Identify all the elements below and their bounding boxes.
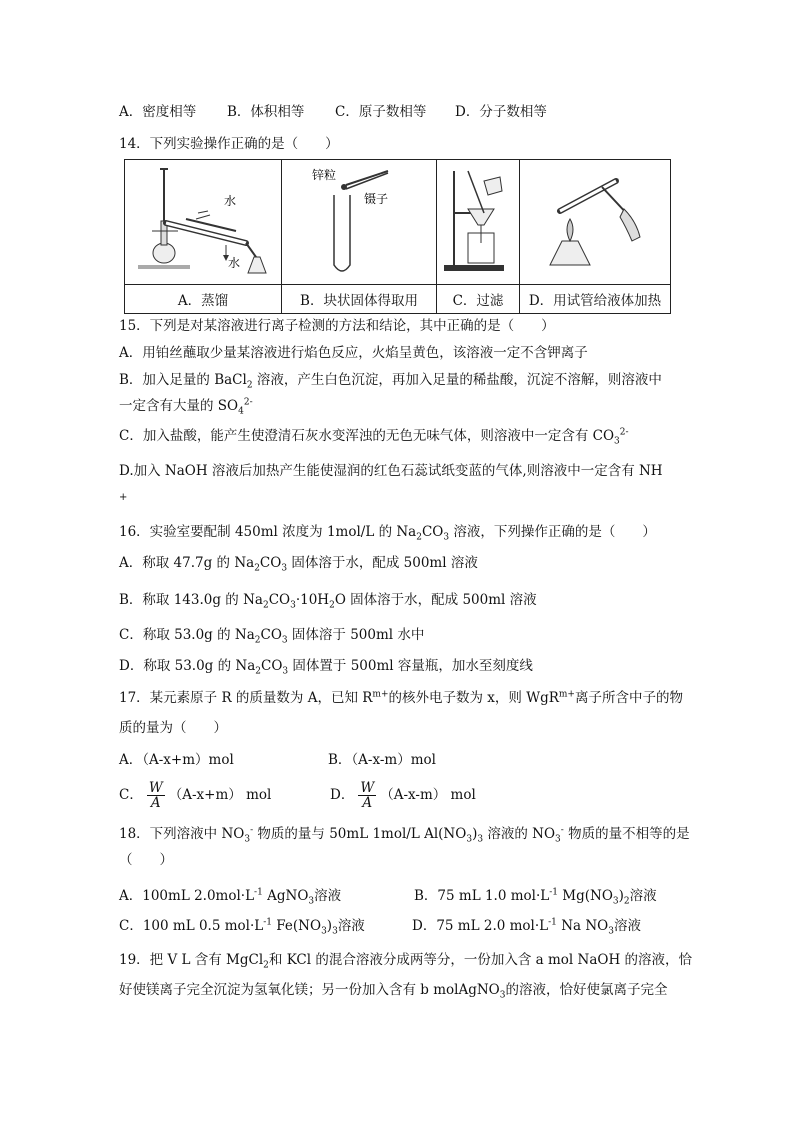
caption-filtration: C．过滤 bbox=[437, 285, 520, 314]
q18-stem-line2: （ ） bbox=[119, 852, 173, 868]
q17-option-b: B．（A-x-m）mol bbox=[328, 752, 436, 768]
q15-option-b-line2: 一定含有大量的 $SO_4^{2-}$ bbox=[119, 397, 253, 417]
q14-stem: 14．下列实验操作正确的是（ ） bbox=[119, 136, 339, 152]
q16-option-a: A．称取 47.7g 的 $Na_2CO_3$ 固体溶于水，配成 500ml 溶液 bbox=[119, 555, 478, 574]
zinc-label: 锌粒 bbox=[312, 168, 337, 182]
test-tube-tweezers-icon bbox=[284, 161, 434, 279]
q16-option-c: C．称取 53.0g 的 $Na_2CO_3$ 固体溶于 500ml 水中 bbox=[119, 627, 425, 646]
filtration-apparatus-icon bbox=[438, 161, 518, 279]
caption-solid-reagent: B．块状固体得取用 bbox=[282, 285, 437, 314]
filtration-figure bbox=[437, 160, 520, 285]
q19-line1: 19．把 V L 含有 MgCl$_2$和 KCl 的混合溶液分成两等分，一份加入含 a mol NaOH 的溶液，恰 bbox=[119, 952, 693, 971]
fraction-w-over-a: $\frac{W}{A}$ bbox=[360, 780, 375, 811]
q13-option-d: D．分子数相等 bbox=[455, 104, 547, 120]
q16-option-d: D．称取 53.0g 的 $Na_2CO_3$ 固体置于 500ml 容量瓶，加水至刻度线 bbox=[119, 658, 533, 677]
fraction-w-over-a: $\frac{W}{A}$ bbox=[148, 780, 163, 811]
q17-stem-line1: 17．某元素原子 R 的质量数为 A，已知 $R^{m+}$的核外电子数为 x，则 WgR$^{m+}$离子所含中子的物 bbox=[119, 689, 683, 706]
distillation-figure bbox=[125, 160, 282, 285]
q14-figure-table bbox=[124, 159, 671, 314]
caption-heating: D．用试管给液体加热 bbox=[520, 285, 671, 314]
q17-option-d: D． $\frac{W}{A}$ （A-x-m） mol bbox=[330, 780, 476, 811]
water-in-label: 水 bbox=[224, 194, 237, 208]
q15-option-b-line1: B．加入足量的 BaCl$_2$ 溶液，产生白色沉淀，再加入足量的稀盐酸，沉淀不溶解，则溶液中 bbox=[119, 372, 662, 391]
q16-stem: 16．实验室要配制 450ml 浓度为 1mol/L 的 $Na_2CO_3$ 溶液，下列操作正确的是（ ） bbox=[119, 524, 656, 543]
q13-option-a: A．密度相等 bbox=[119, 104, 197, 120]
q15-option-a: A．用铂丝蘸取少量某溶液进行焰色反应，火焰呈黄色，该溶液一定不含钾离子 bbox=[119, 345, 588, 361]
q17-stem-line2: 质的量为（ ） bbox=[119, 720, 227, 736]
q18-option-a: A．100mL $2.0mol\cdot L^{-1}$ AgNO$_3$溶液 bbox=[119, 887, 342, 907]
distillation-apparatus-icon bbox=[128, 161, 278, 279]
water-out-label: 水 bbox=[228, 256, 241, 270]
q18-option-d: D．75 mL 2.0 $mol\cdot L^{-1}$ Na $NO_3$溶液 bbox=[412, 917, 641, 937]
q15-option-d-line1: D.加入 NaOH 溶液后加热产生能使湿润的红色石蕊试纸变蓝的气体,则溶液中一定含有 NH bbox=[119, 463, 663, 479]
q18-stem-line1: 18．下列溶液中 $NO_3^-$ 物质的量与 50mL 1mol/L $Al(NO_3)_3$ 溶液的 $NO_3^-$ 物质的量不相等的是 bbox=[119, 825, 690, 845]
q13-options bbox=[119, 102, 547, 122]
q13-option-b: B．体积相等 bbox=[227, 104, 305, 120]
q16-option-b: B．称取 143.0g 的 $Na_2CO_3\cdot 10H_2O$ 固体溶于水，配成 500ml 溶液 bbox=[119, 592, 537, 611]
caption-distillation: A．蒸馏 bbox=[125, 285, 282, 314]
q15-option-d-line2: + bbox=[119, 492, 128, 503]
q15-stem: 15．下列是对某溶液进行离子检测的方法和结论，其中正确的是（ ） bbox=[119, 318, 555, 334]
q18-option-b: B．75 mL 1.0 $mol\cdot L^{-1}$ $Mg(NO_3)_2$溶液 bbox=[414, 887, 657, 907]
q19-line2: 好使镁离子完全沉淀为氢氧化镁；另一份加入含有 b molAgNO$_3$的溶液，恰好使氯离子完全 bbox=[119, 982, 668, 1001]
q15-option-c: C．加入盐酸，能产生使澄清石灰水变浑浊的无色无味气体，则溶液中一定含有 $CO_3^{2-}$ bbox=[119, 427, 629, 447]
q13-option-c: C．原子数相等 bbox=[335, 104, 427, 120]
tweezers-label: 镊子 bbox=[364, 192, 389, 206]
q17-option-c: C． $\frac{W}{A}$ （A-x+m） mol bbox=[119, 780, 272, 811]
q18-option-c: C．100 mL 0.5 $mol\cdot L^{-1}$ $Fe(NO_3)_3$溶液 bbox=[119, 917, 365, 937]
solid-reagent-figure bbox=[282, 160, 437, 285]
heating-figure bbox=[520, 160, 671, 285]
q17-option-a: A．（A-x+m）mol bbox=[119, 752, 234, 768]
test-tube-heating-icon bbox=[520, 161, 670, 279]
